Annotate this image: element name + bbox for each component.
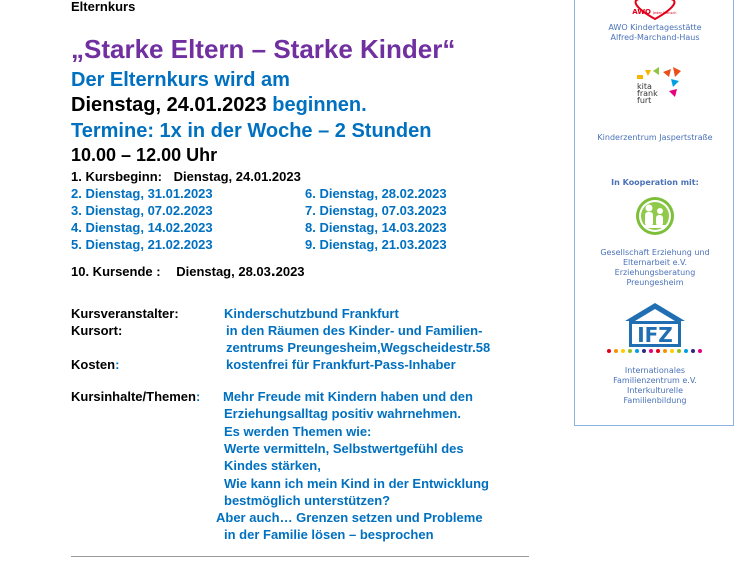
partner-sidebar [574, 0, 734, 426]
schedule-item: 7. Dienstag, 07.03.2023 [305, 203, 447, 218]
ifz-logo-text: IFZ [637, 323, 673, 347]
ifz-logo-icon [599, 301, 711, 357]
inhalte-line: bestmöglich unterstützen? [224, 493, 391, 508]
awo-name-1: AWO Kindertagesstätte [608, 23, 702, 32]
schedule-item: 3. Dienstag, 07.02.2023 [71, 203, 213, 218]
intro-line: Der Elternkurs wird am [71, 69, 290, 91]
awo-heart-icon [617, 0, 693, 21]
bottom-divider [71, 556, 529, 557]
schedule-end-label: 10. Kursende : [71, 264, 161, 279]
kursort-line: zentrums Preungesheim,Wegscheidestr.58 [226, 340, 491, 355]
gesellschaft-text: Elternarbeit e.V. [622, 258, 688, 267]
kinderzentrum-text: Kinderzentrum Jaspertstraße [597, 133, 713, 142]
kita-frankfurt-logo-icon [635, 67, 685, 105]
schedule-item: 8. Dienstag, 14.03.2023 [305, 220, 447, 235]
schedule-item: 4. Dienstag, 14.02.2023 [71, 220, 213, 235]
kooperation-label: In Kooperation mit: [611, 178, 699, 187]
kosten-value: kostenfrei für Frankfurt-Pass-Inhaber [226, 357, 456, 372]
header-label: Elternkurs [71, 0, 136, 14]
start-date: Dienstag, 24.01.2023 [71, 94, 267, 116]
inhalte-line: Es werden Themen wie: [224, 424, 372, 439]
inhalte-line: Kindes stärken, [224, 458, 321, 473]
veranstalter-label: Kursveranstalter: [71, 306, 179, 321]
ifz-text: Familienzentrum e.V. [613, 376, 697, 385]
start-date-suffix: beginnen [272, 94, 362, 116]
kita-logo-line: furt [637, 96, 652, 105]
inhalte-line: Aber auch… Grenzen setzen und Probleme [216, 510, 483, 525]
schedule-end: 10. Kursende : Dienstag, 28.03.2023 [71, 261, 305, 280]
schedule-item: 2. Dienstag, 31.01.2023 [71, 186, 213, 201]
schedule-first [71, 169, 301, 184]
ifz-text: Internationales [624, 366, 686, 375]
ifz-text: Interkulturelle [626, 386, 684, 395]
inhalte-line: in der Familie lösen – besprochen [224, 527, 434, 542]
inhalte-line: Erziehungsalltag positiv wahrnehmen. [224, 406, 461, 421]
schedule-item: 6. Dienstag, 28.02.2023 [305, 186, 447, 201]
schedule-item: 9. Dienstag, 21.03.2023 [305, 237, 447, 252]
time-line: 10.00 – 12.00 Uhr [71, 145, 218, 165]
start-date-period: . [361, 94, 367, 116]
schedule-first-date: Dienstag, 24.01.2023 [173, 169, 301, 184]
kursort-line: in den Räumen des Kinder- und Familien- [226, 323, 483, 338]
gesellschaft-text: Preungesheim [626, 278, 684, 287]
kosten-label: Kosten: [71, 357, 120, 372]
schedule-item: 5. Dienstag, 21.02.2023 [71, 237, 213, 252]
veranstalter-value: Kinderschutzbund Frankfurt [224, 306, 399, 321]
kita-logo-line: frank [637, 89, 658, 98]
kita-logo-line: kita [637, 82, 652, 91]
ifz-text: Familienbildung [623, 396, 687, 405]
awo-logo-text: AWO [632, 8, 651, 16]
gesellschaft-text: Erziehungsberatung [614, 268, 696, 277]
gesellschaft-text: Gesellschaft Erziehung und [600, 248, 710, 257]
termine-line: Termine: 1x in der Woche – 2 Stunden [71, 120, 432, 142]
gesellschaft-logo-icon [634, 196, 676, 236]
inhalte-line: Werte vermitteln, Selbstwertgefühl des [224, 441, 464, 456]
kursort-label: Kursort: [71, 323, 123, 338]
schedule-end-date: Dienstag, 28.03 [176, 264, 271, 279]
awo-name-2: Alfred-Marchand-Haus [610, 33, 700, 42]
schedule-first-label: 1. Kursbeginn: [71, 169, 163, 184]
awo-tagline: Jeder Mensch [653, 11, 677, 15]
inhalte-line: Wie kann ich mein Kind in der Entwicklung [224, 476, 489, 491]
inhalte-line: Mehr Freude mit Kindern haben und den [223, 389, 473, 404]
course-title: „Starke Eltern – Starke Kinder“ [71, 34, 456, 64]
start-date-line [71, 94, 367, 117]
inhalte-label: Kursinhalte/Themen: [71, 389, 201, 404]
